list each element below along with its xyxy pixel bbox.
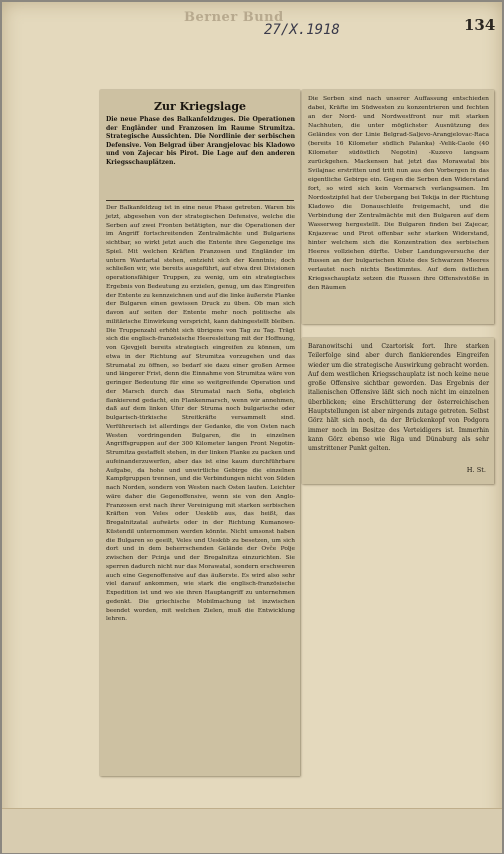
article-lead: Die neue Phase des Balkanfeldzuges. Die Operationen der Engländer und Franzosen im Raume Strumitza. Strategische Aussichten. Die Nordlinie der serbischen Defensive. Von Belgrad über Arangjelovac bis Kladowo und von Zajecar bis Pirot. Die Lage auf den anderen Kriegsschauplätzen. [106, 116, 295, 166]
clipping-right-bottom [302, 338, 494, 484]
clipping-right-top [302, 90, 494, 324]
divider [106, 200, 294, 201]
article-body-col3: Baranowitschi und Czartorisk fort. Ihre starken Teilerfolge sind aber durch flankierendes Eingreifen wieder um die strategische Auswirkung gebracht worden. Auf dem westlichen Kriegsschauplatz ist noch keine neue große Offensive sichtbar geworden. Das Ergebnis der italienischen Offensive läßt sich noch nicht im einzelnen überblicken; eine Erschütterung der österreichischen Hauptstellungen ist aber nirgends zutage getreten. Selbst Görz hält sich noch, da der Brückenkopf von Podgora immer noch im Besitze des Verteidigers ist. Immerhin kann Görz ebenso wie Riga und Dünaburg als sehr umstrittener Punkt gelten. [308, 343, 489, 453]
article-title: Zur Kriegslage [153, 100, 247, 113]
clipping-left-column [100, 90, 300, 776]
article-body-col2: Die Serben sind nach unserer Auffassung entschieden dabei, Kräfte im Südwesten zu konzentrieren und fechten an der Nord- und Nordwestfront nur mit starken Nachhuten, die unter möglichster Ausnützung des Geländes von der Linie Belgrad-Saljevo-Arangjelovac-Raca (bereits 16 Kilometer südlich Palanka) -Velik-Caole (40 Kilometer südöstlich Negotin) -Kuzevo langsam zurückgehen. Mackensen hat jetzt das Morawatal bis Svilajnac erstritten und tritt nun aus den Vorbergen in das eigentliche Gebirge ein. Gegen die Serben den Widerstand fort, so wird sich kein Vormarsch verlangsamen. Im Nordostzipfel hat der Uebergang bei Tekija in der Richtung Kladowo die Donauschleife freigemacht, und die Verbindung der Zentralmächte mit den Bulgaren auf dem Wasserweg hergestellt. Die Bulgaren finden bei Zajecar, Knjazevac und Pirot offenbar sehr starken Widerstand, hinter welchem sich die Konzentration des serbischen Heeres vollziehen dürfte. Ueber Landungsversuche der Russen an der bulgarischen Küste des Schwarzen Meeres verlautet noch nichts Bestimmtes. Auf dem östlichen Kriegsschauplatz setzen die Russen ihre Offensivstöße in den Räumen [308, 95, 489, 291]
page-number: 134 [464, 16, 496, 34]
newspaper-name: Berner Bund [184, 10, 284, 25]
handwritten-date: 27/X.1918 [264, 22, 340, 38]
archive-page [2, 2, 502, 852]
article-body-col1: Der Balkanfeldzug ist in eine neue Phase getreten. Waren bis jetzt, abgesehen von der strategischen Defensive, welche die Serben auf zwei Fronten betätigten, nur die Operationen der im Angriff fortschreitenden Zentralmächte und Bulgariens sichtbar, so wirkt jetzt auch die Entente ihre Gegenzüge ins Spiel. Mit welchen Kräften Franzosen und Engländer im untern Wardartal stehen, entzieht sich der Kenntnis; doch schließen wir, wie bereits ausgeführt, auf etwa drei Divisionen operationsfähiger Truppen, zu wenig, um ein strategisches Ergebnis von Bedeutung zu erzielen, genug, um das Eingreifen der Entente zu kennzeichnen und auf die linke äußerste Flanke der Bulgaren einen gewissen Druck zu üben. Ob man sich davon auf seiten der Entente mehr noch politische als militärische Einwirkung verspricht, kann dahingestellt bleiben. Die Truppenzahl erhöht sich übrigens von Tag zu Tag. Trägt sich die englisch-französische Heeresleitung mit der Hoffnung, von Gjevgjeli bereits strategisch eingreifen zu können, um etwa in der Richtung auf Strumitza vorzugehen und das Strumatal zu öffnen, so bedarf sie dazu einer großen Armee und längerer Frist, denn die Einnahme von Strumitza wäre von geringer Bedeutung für eine so weitgreifende Operation und der Marsch durch das Strumatal nach Sofia, obgleich flankierend gedacht, ein Flankenmarsch, wenn wir annehmen, daß auf dem linken Ufer der Struma noch bulgarische oder bulgarisch-türkische Streitkräfte versammelt sind. Verführerisch ist allerdings der Gedanke, die von Osten nach Westen vordringenden Bulgaren, die in einzelnen Angriffsgruppen auf der 300 Kilometer langen Front Negotin-Strumitza gestaffelt stehen, in der linken Flanke zu packen und aufeinanderzuwerfen, aber das ist eine kaum durchführbare Aufgabe, da hohe und unwirtliche Gebirge die einzelnen Kampfgruppen trennen, und die Verbindungen nicht von Süden nach Norden, sondern von Westen nach Osten laufen. Leichter wäre daher die Gegenoffensive, wenn sie von den Anglo-Franzosen erst nach ihrer Vereinigung mit starken serbischen Kräften von Veles oder Uesküb aus, das heißt, das Bregalnitzatal aufwärts oder in der Richtung Kumanowo-Küstendil unternommen werden könnte. Nicht umsonst haben die Bulgaren so geeilt, Veles und Uesküb zu besetzen, um sich dort und in dem beherrschenden Gelände der Ovče Polje zwischen der Pcinja und der Bregalnitza einzurichten. Sie sperren dadurch nicht nur das Morawatal, sondern erschweren auch eine Gegenoffensive auf das äußerste. Es wird also sehr viel darauf ankommen, wie stark die englisch-französische Expedition ist und wo sie ihren Hauptangriff zu unternehmen gedenkt. Die griechische Mobilmachung ist inzwischen beendet worden, mit welchen Zielen, muß die Entwicklung lehren. [106, 205, 295, 623]
page-bottom-strip [2, 808, 502, 853]
author-signature: H. St. [466, 466, 486, 474]
